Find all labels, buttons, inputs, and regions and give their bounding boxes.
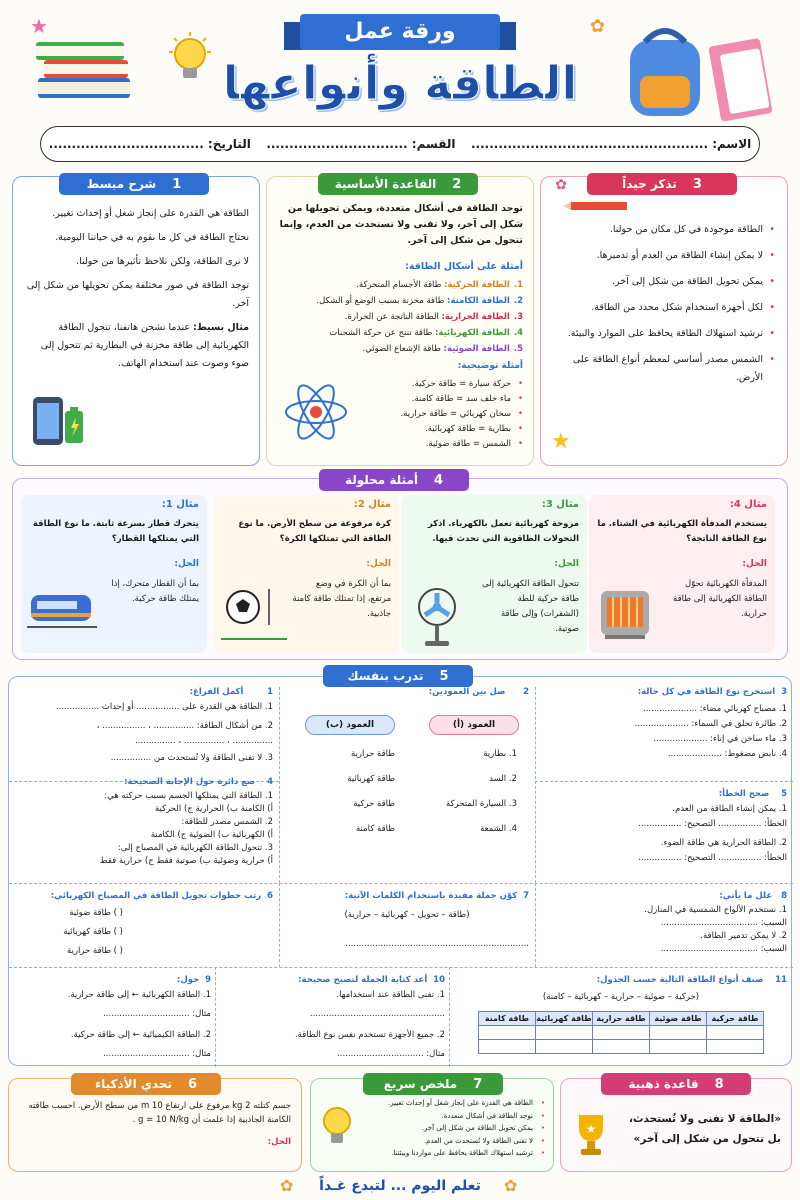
table-cell[interactable] [593,1026,650,1040]
svg-text:★: ★ [585,1122,597,1136]
match-item-a[interactable]: 2. السد [489,774,517,784]
table-cell[interactable] [650,1026,707,1040]
q4-options[interactable]: أ) الكهربائية ب) الضوئية ج) الكامنة [150,830,273,840]
section-2-tag: 2 القاعدة الأساسية [318,173,478,195]
q6-order-steps: 6 رتب خطوات تحويل الطاقة في المصباح الكهربائي: ( ) طاقة ضوئية ( ) طاقة كهربائية ( ) طاقة حرارية [17,889,273,959]
q10-rewrite: 10 أعد كتابة الجملة لتصبح صحيحة: 1. تفنى الطاقة عند استخدامها. .................................................. 2. جميع الأجهزة تستخدم نفس نوع الطاقة. مثال: ................................ [221,973,445,1062]
match-item-b[interactable]: طاقة كهربائية [347,774,395,784]
s2-forms-list [273,277,523,357]
match-item-b[interactable]: طاقة حركية [353,799,395,809]
section-6-tag: 6 تحدي الأذكياء [71,1073,221,1095]
q3-extract-energy: 3 استخرج نوع الطاقة في كل حالة: 1. مصباح كهربائي مضاء: .................... 2. طائرة تحلق في السماء: .................... 3. ماء ساخن في إناء: .................... 4. نابض مضغوط: .................... [541,685,787,762]
s1-para-2: نحتاج الطاقة في كل ما نقوم به في حياتنا اليومية. [55,232,249,243]
q9-statement: 1. الطاقة الكهربائية ← إلى طاقة حرارية. [67,990,211,1000]
section-quick-summary [310,1078,554,1172]
match-item-a[interactable]: 4. الشمعة [480,824,517,834]
solution-label: الحل: [174,559,199,569]
example-item: • بطارية = طاقة كهربائية. [373,422,523,437]
q4-options[interactable]: أ) الكامنة ب) الحرارية ج) الحركية [154,804,273,814]
q8-statement: 1. نستخدم الألواح الشمسية في المنازل. [644,905,787,915]
example-question: كرة مرفوعة من سطح الأرض. ما نوع الطاقة التي تمتلكها الكرة؟ [238,519,391,544]
example-item: • سخان كهربائي = طاقة حرارية. [373,407,523,422]
q9-answer-line[interactable]: مثال: ................................ [103,1009,211,1019]
golden-rule-quote: «الطاقة لا تفنى ولا تُستحدث، بل تتحول من شكل إلى آخر» [628,1113,781,1145]
q11-classify: 11 صنف أنواع الطاقة التالية حسب الجدول: (حركية – ضوئية – حرارية – كهربائية – كامنة) طاقة حركية طاقة ضوئية طاقة حرارية طاقة كهربائية طاقة كامنة [455,973,787,1054]
q5-statement: 1. يمكن إنشاء الطاقة من العدم. [672,804,787,814]
q8-reason-line[interactable]: السبب: .................................... [660,918,787,928]
solution-label: الحل: [366,559,391,569]
section-challenge [8,1078,302,1172]
train-illustration [27,585,97,635]
example-answer: بما أن القطار متحرك، إذا يمتلك طاقة حركية. [111,579,199,604]
solved-example-card [21,495,207,653]
section-7-tag: 7 ملخص سريع [363,1073,503,1095]
q9-convert: 9 حول: 1. الطاقة الكهربائية ← إلى طاقة حرارية. مثال: ................................ 2. الطاقة الكيميائية ← إلى طاقة حركية. مثال: ................................ [17,973,211,1062]
section-field[interactable]: القسم: ............................... [266,137,456,151]
q3-line[interactable]: 2. طائرة تحلق في السماء: .................... [634,719,787,729]
summary-item: • ترشيد استهلاك الطاقة يحافظ على مواردنا وبيئتنا. [355,1147,545,1160]
table-cell[interactable] [707,1026,764,1040]
summary-list [355,1097,545,1160]
q1-line[interactable]: ............... ، ............... ، ............... [135,736,273,746]
example-item: • ماء خلف سد = طاقة كامنة. [373,392,523,407]
q1-line[interactable]: 2. من أشكال الطاقة: ............... ، ................ ، [96,721,273,731]
table-header-cell: طاقة كهربائية [536,1012,593,1026]
summary-item: • لا تفنى الطاقة ولا تُستحدث من العدم. [355,1135,545,1148]
s2-examples-title: أمثلة توضيحية: [457,361,523,371]
table-header-cell: طاقة حركية [707,1012,764,1026]
column-b-header: العمود (ب) [305,715,395,735]
energy-form-item: 5.الطاقة الضوئية: طاقة الإشعاع الضوئي. [362,344,523,354]
remember-item: • لا يمكن إنشاء الطاقة من العدم أو تدميرها. [553,247,775,265]
table-cell[interactable] [650,1040,707,1054]
q4-question: 1. الطاقة التي يمتلكها الجسم بسبب حركته هي: [104,791,273,801]
solution-label: الحل: [554,559,579,569]
heater-illustration [595,585,655,645]
s2-examples-list [373,377,523,452]
table-cell[interactable] [479,1040,536,1054]
trophy-icon [571,1109,611,1159]
match-item-b[interactable]: طاقة كامنة [356,824,395,834]
q6-step[interactable]: ( ) طاقة ضوئية [69,908,123,918]
pencil-icon [561,199,631,213]
table-header-cell: طاقة ضوئية [650,1012,707,1026]
date-field[interactable]: التاريخ: .................................. [48,137,251,151]
s2-rule: توجد الطاقة في أشكال متعددة، ويمكن تحويلها من شكل إلى آخر، ولا تفنى ولا تستحدث من العدم، وإنما تتحول من شكل إلى آخر. [279,203,523,246]
example-question: مروحة كهربائية تعمل بالكهرباء. اذكر التحولات الطاقوية التي تحدث فيها. [427,519,579,544]
q10-statement: 1. تفنى الطاقة عند استخدامها. [336,990,445,1000]
q6-step[interactable]: ( ) طاقة كهربائية [63,927,123,937]
q8-reason-line[interactable]: السبب: .................................... [660,944,787,954]
remember-item: • الطاقة موجودة في كل مكان من حولنا. [553,221,775,239]
q8-justify: 8 علل ما يأتي: 1. نستخدم الألواح الشمسية في المنازل. السبب: .................................... 2. لا يمكن تدمير الطاقة. السبب: .................................... [541,889,787,956]
s1-para-3: لا نرى الطاقة، ولكن نلاحظ تأثيرها من حولنا. [76,256,249,267]
q7-make-sentence: 7 كوّن جملة مفيدة باستخدام الكلمات الآتية: (طاقة – تحويل – كهربائية – حرارية) .................................................................... [285,889,529,952]
example-item: • حركة سيارة = طاقة حركية. [373,377,523,392]
match-item-b[interactable]: طاقة حرارية [350,749,395,759]
fan-illustration [407,585,467,649]
q10-answer-line[interactable]: مثال: ................................ [337,1049,445,1059]
solved-example-card [213,495,399,653]
solved-example-card [401,495,587,653]
worksheet-ribbon: ورقة عمل [300,14,500,50]
books-illustration [30,30,140,105]
q5-answer-line[interactable]: الخطأ: ................ التصحيح: ................ [638,853,787,863]
star-icon: ★ [30,14,48,38]
q8-statement: 2. لا يمكن تدمير الطاقة. [700,931,787,941]
q3-line[interactable]: 4. نابض مضغوط: .................... [667,749,787,759]
q9-statement: 2. الطاقة الكيميائية ← إلى طاقة حركية. [70,1030,211,1040]
section-4-tag: 4 أمثلة محلولة [319,469,469,491]
lightbulb-icon [319,1103,355,1153]
q9-answer-line[interactable]: مثال: ................................ [103,1049,211,1059]
summary-item: • الطاقة هي القدرة على إنجاز شغل أو إحداث تغيير. [355,1097,545,1110]
solution-label: الحل: [742,559,767,569]
summary-item: • توجد الطاقة في أشكال متعددة. [355,1110,545,1123]
q3-line[interactable]: 3. ماء ساخن في إناء: .................... [653,734,787,744]
ball-illustration [219,585,289,645]
section-golden-rule [560,1078,792,1172]
table-header-cell: طاقة حرارية [593,1012,650,1026]
example-answer: بما أن الكرة في وضع مرتفع، إذا تمتلك طاقة كامنة جاذبية. [292,579,391,619]
flower-icon: ✿ [590,16,606,37]
example-question: يتحرك قطار بسرعة ثابتة. ما نوع الطاقة التي يمتلكها القطار؟ [32,519,199,544]
q4-question: 2. الشمس مصدر للطاقة: [181,817,273,827]
energy-form-item: 1.الطاقة الحركية: طاقة الأجسام المتحركة. [356,280,523,290]
section-5-tag: 5 تدرب بنفسك [323,665,473,687]
q7-words: (طاقة – تحويل – كهربائية – حرارية) [344,910,470,920]
q10-answer-line[interactable]: .................................................. [309,1009,445,1019]
section-practice [8,668,792,1066]
q5-answer-line[interactable]: الخطأ: ................ التصحيح: ................ [638,819,787,829]
s1-para-4: توجد الطاقة في صور مختلفة يمكن تحويلها من شكل إلى آخر. [26,280,249,309]
s2-forms-title: أمثلة على أشكال الطاقة: [405,261,523,272]
atom-icon [281,377,351,447]
flower-icon: ✿ [504,1176,518,1195]
flower-icon: ✿ [555,177,567,193]
example-heading: مثال 2: [353,499,391,510]
q5-statement: 2. الطاقة الحرارية هي طاقة الضوء. [660,838,787,848]
notebook-illustration [705,38,775,128]
q3-line[interactable]: 1. مصباح كهربائي مضاء: .................... [643,704,787,714]
match-item-a[interactable]: 3. السيارة المتحركة [446,799,517,809]
star-icon: ★ [551,429,571,454]
example-answer: المدفأة الكهربائية تحوّل الطاقة الكهربائية إلى طاقة حرارية. [673,579,767,619]
remember-item: • الشمس مصدر أساسي لمعظم أنواع الطاقة على الأرض. [553,351,775,387]
s3-remember-list [553,221,775,395]
q7-answer-line[interactable]: .................................................................... [345,939,529,949]
q1-line[interactable]: 1. الطاقة هي القدرة على ................ أو إحداث ................ [55,702,273,712]
section-basic-rule [266,176,534,466]
column-a-header: العمود (أ) [429,715,519,735]
table-cell[interactable] [536,1040,593,1054]
section-3-tag: 3 تذكر جيداً [587,173,737,195]
example-answer: تتحول الطاقة الكهربائية إلى طاقة حركية للطة (الشفرات) وإلى طاقة صوتية. [482,579,579,634]
solved-example-card [589,495,775,653]
name-field[interactable]: الاسم: .................................................... [470,137,752,151]
example-question: يستخدم المدفأة الكهربائية في الشتاء. ما نوع الطاقة الناتجة؟ [597,519,767,544]
energy-form-item: 3.الطاقة الحرارية: الطاقة الناتجة عن الحرارة. [344,312,523,322]
student-info-bar [40,126,760,162]
section-remember [540,176,788,466]
example-heading: مثال 1: [161,499,199,510]
section-1-tag: 1 شرح مبسط [59,173,209,195]
q10-statement: 2. جميع الأجهزة تستخدم نفس نوع الطاقة. [294,1030,445,1040]
example-heading: مثال 3: [541,499,579,510]
match-item-a[interactable]: 1. بطارية [483,749,517,759]
q4-options[interactable]: أ) حرارية وضوئية ب) صوتية فقط ج) حرارية فقط [99,856,273,866]
q4-question: 3. تتحول الطاقة الكهربائية في المصباح إلى: [117,843,273,853]
section-simple-explanation [12,176,260,466]
challenge-text: جسم كتلته 2 kg مرفوع على ارتفاع 10 m من سطح الأرض. احسب طاقته الكامنة الجاذبية إذا علمت أن g = 10 N/kg . [28,1101,291,1125]
energy-form-item: 4.الطاقة الكهربائية: طاقة تنتج عن حركة الشحنات [329,328,523,338]
phone-battery-illustration [29,391,89,451]
page-title: الطاقة وأنواعها [222,56,578,110]
example-heading: مثال 4: [729,499,767,510]
q6-step[interactable]: ( ) طاقة حرارية [66,946,123,956]
q1-line[interactable]: 3. لا تفنى الطاقة ولا تُستحدث من ............... [110,753,273,763]
flower-icon: ✿ [280,1176,294,1195]
section-solved-examples [12,472,788,660]
footer-motto: تعلم اليوم ... لتبدع غـداً [319,1178,481,1194]
q5-correct-mistake: 5 صحح الخطأ: 1. يمكن إنشاء الطاقة من العدم. الخطأ: ................ التصحيح: ................ 2. الطاقة الحرارية هي طاقة الضوء. الخطأ: ................ التصحيح: ................ [541,787,787,866]
q2-match-columns: 2 صل بين العمودين: العمود (أ) العمود (ب) 1. بطارية 2. السد 3. السيارة المتحركة 4. الشمعة طاقة حرارية طاقة كهربائية طاقة حركية طاقة كامنة [285,685,529,879]
challenge-solution-label: الحل: [267,1137,291,1147]
remember-item: • يمكن تحويل الطاقة من شكل إلى آخر. [553,273,775,291]
q1-complete-blanks: 1 أكمل الفراغ: 1. الطاقة هي القدرة على ................ أو إحداث ................ 2. من أشكال الطاقة: ............... ، ................ ، ............... ، ............... ، ............... 3. لا تفنى الطاقة ولا تُستحدث من ............... [17,685,273,766]
table-cell[interactable] [707,1040,764,1054]
q4-multiple-choice: 4 ضع دائرة حول الإجابة الصحيحة: 1. الطاقة التي يمتلكها الجسم بسبب حركته هي: أ) الكامنة ب) الحرارية ج) الحركية 2. الشمس مصدر للطاقة: أ) الكهربائية ب) الضوئية ج) الكامنة 3. تتحول الطاقة الكهربائية في المصباح إلى: أ) حرارية وضوئية ب) صوتية فقط ج) حرارية فقط [17,775,273,868]
summary-item: • يمكن تحويل الطاقة من شكل إلى آخر. [355,1122,545,1135]
s1-para-1: الطاقة هي القدرة على إنجاز شغل أو إحداث تغيير. [52,208,249,219]
table-cell[interactable] [593,1040,650,1054]
section-8-tag: 8 قاعدة ذهبية [601,1073,751,1095]
table-cell[interactable] [536,1026,593,1040]
q11-words: (حركية – ضوئية – حرارية – كهربائية – كامنة) [542,992,700,1002]
s1-example: مثال بسيط: عندما نشحن هاتفنا، تتحول الطاقة الكهربائية إلى طاقة مخزنة في البطارية ثم تتحول إلى ضوء وصوت عند استخدام الهاتف. [40,322,249,369]
table-header-cell: طاقة كامنة [479,1012,536,1026]
remember-item: • ترشيد استهلاك الطاقة يحافظ على الموارد والبيئة. [553,325,775,343]
energy-form-item: 2.الطاقة الكامنة: طاقة مخزنة بسبب الوضع أو الشكل. [316,296,523,306]
backpack-illustration [615,20,715,120]
table-cell[interactable] [479,1026,536,1040]
remember-item: • لكل أجهزة استخدام شكل محدد من الطاقة. [553,299,775,317]
example-item: • الشمس = طاقة ضوئية. [373,437,523,452]
q11-table [478,1011,764,1054]
